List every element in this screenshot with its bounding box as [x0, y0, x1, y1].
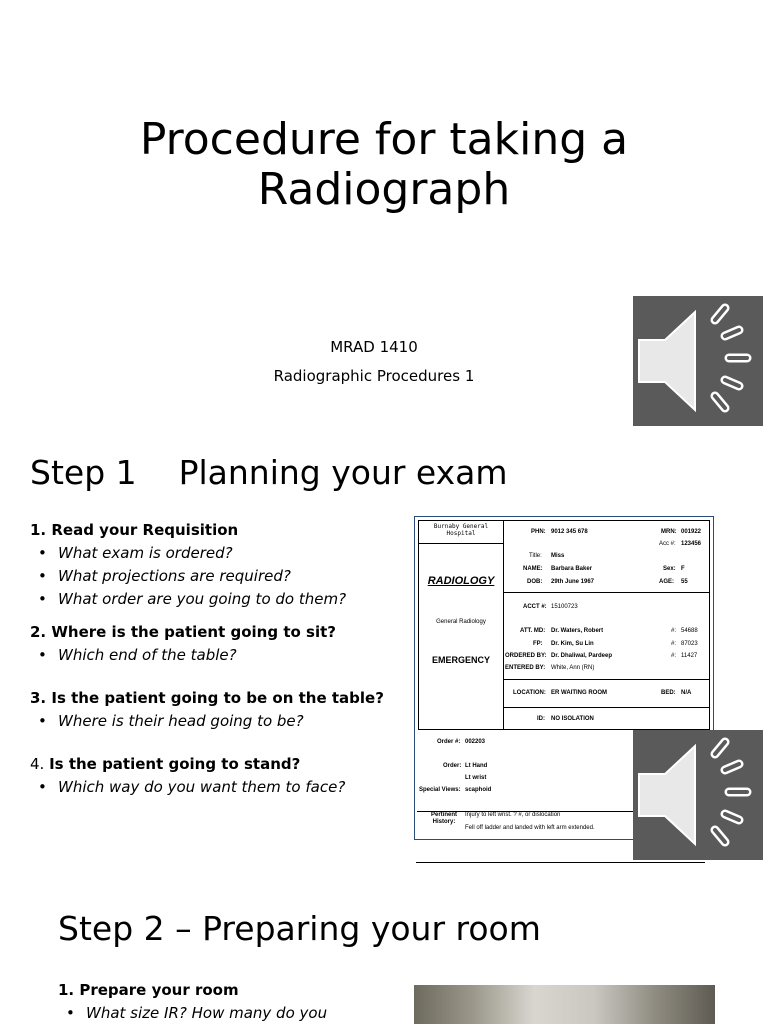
patient-sex: F [681, 566, 685, 572]
entered-by: White, Ann (RN) [551, 665, 595, 671]
acc-no: 123456 [681, 541, 702, 547]
mrn: 001922 [681, 529, 702, 535]
bed: N/A [681, 690, 692, 696]
slide-title: Procedure for taking a Radiograph [139, 114, 629, 215]
attending-md: Dr. Waters, Robert [551, 628, 604, 634]
isolation: NO ISOLATION [551, 716, 594, 722]
patient-name: Barbara Baker [551, 566, 593, 572]
list-bullet: • Which end of the table? [30, 644, 410, 667]
audio-speaker-button[interactable] [633, 730, 763, 860]
order-2: Lt wrist [465, 775, 487, 781]
history-2: Fell off ladder and landed with left arm extended. [465, 825, 595, 831]
step1-list [30, 519, 410, 799]
requisition-left-column [419, 521, 504, 729]
speaker-icon [633, 296, 763, 426]
divider [416, 862, 705, 863]
course-code: MRAD 1410 [330, 338, 418, 356]
list-item: 1. Prepare your room [58, 981, 239, 999]
department: RADIOLOGY [427, 575, 495, 587]
list-bullet: • Where is their head going to be? [30, 710, 410, 733]
list-bullet: • What size IR? How many do you [58, 1002, 408, 1025]
requisition-form: Burnaby General Hospital RADIOLOGY General Radiology EMERGENCY PHN: 9012 345 678 MRN: 001922 Acc #: 123456 Title: Miss NAME: Barbara Baker Sex: F DOB: 29th June 1967 AGE: 55 ACCT #: 15100723 ATT. MD: Dr. Waters, Robert #: 54688 FP: Dr. Kim, Su Lin #: 87023 ORDERED BY: Dr. Dhaliwal, Pardeep #: 11427 ENTERED BY: White, Ann (RN) LOCATION: ER WAITING ROOM BED: N/A ID: NO ISOLATION Order #: 002203 Order: Lt Hand Lt wrist Special Views: scaphoid Pertinent History: Injury to left wrist. ? #, or dislocation Fell off ladder and landed with left arm extended. [414, 516, 714, 840]
location: ER WAITING ROOM [551, 690, 607, 696]
list-item: 3. Is the patient going to be on the table? [30, 689, 384, 707]
list-item: 4. Is the patient going to stand? [30, 755, 301, 773]
list-item: 2. Where is the patient going to sit? [30, 623, 336, 641]
unit: EMERGENCY [431, 655, 490, 665]
speaker-icon [633, 730, 763, 860]
step2-list [58, 979, 408, 1025]
order-no: 002203 [465, 739, 486, 745]
requisition-header-box: Burnaby General Hospital RADIOLOGY General Radiology EMERGENCY PHN: 9012 345 678 MRN: 001922 Acc #: 123456 Title: Miss NAME: Barbara Baker Sex: F DOB: 29th June 1967 AGE: 55 ACCT #: 15100723 ATT. MD: Dr. Waters, Robert #: 54688 FP: Dr. Kim, Su Lin #: 87023 ORDERED BY: Dr. Dhaliwal, Pardeep #: 11427 ENTERED BY: White, Ann (RN) LOCATION: ER WAITING ROOM BED: N/A ID: NO ISOLATION [418, 520, 710, 730]
step1-heading: Step 1 Planning your exam [30, 453, 508, 492]
sub-department: General Radiology [436, 619, 486, 625]
patient-dob: 29th June 1967 [551, 579, 595, 585]
acct-no: 15100723 [551, 604, 578, 610]
history-1: Injury to left wrist. ? #, or dislocation [465, 812, 561, 818]
ordered-by: Dr. Dhaliwal, Pardeep [551, 653, 613, 659]
hospital-name: Burnaby General Hospital [433, 523, 489, 537]
list-item: 1. Read your Requisition [30, 521, 239, 539]
audio-speaker-button[interactable] [633, 296, 763, 426]
order-1: Lt Hand [465, 763, 488, 769]
room-photo [414, 985, 715, 1024]
special-views: scaphoid [465, 787, 492, 793]
patient-title: Miss [551, 553, 565, 559]
family-physician: Dr. Kim, Su Lin [551, 641, 594, 647]
list-bullet: • What projections are required? [30, 565, 410, 588]
step2-heading: Step 2 – Preparing your room [58, 909, 541, 948]
list-bullet: • What exam is ordered? [30, 542, 410, 565]
phn: 9012 345 678 [551, 529, 588, 535]
list-bullet: • What order are you going to do them? [30, 588, 410, 611]
patient-age: 55 [681, 579, 688, 585]
list-bullet: • Which way do you want them to face? [30, 776, 410, 799]
course-name: Radiographic Procedures 1 [273, 367, 475, 385]
